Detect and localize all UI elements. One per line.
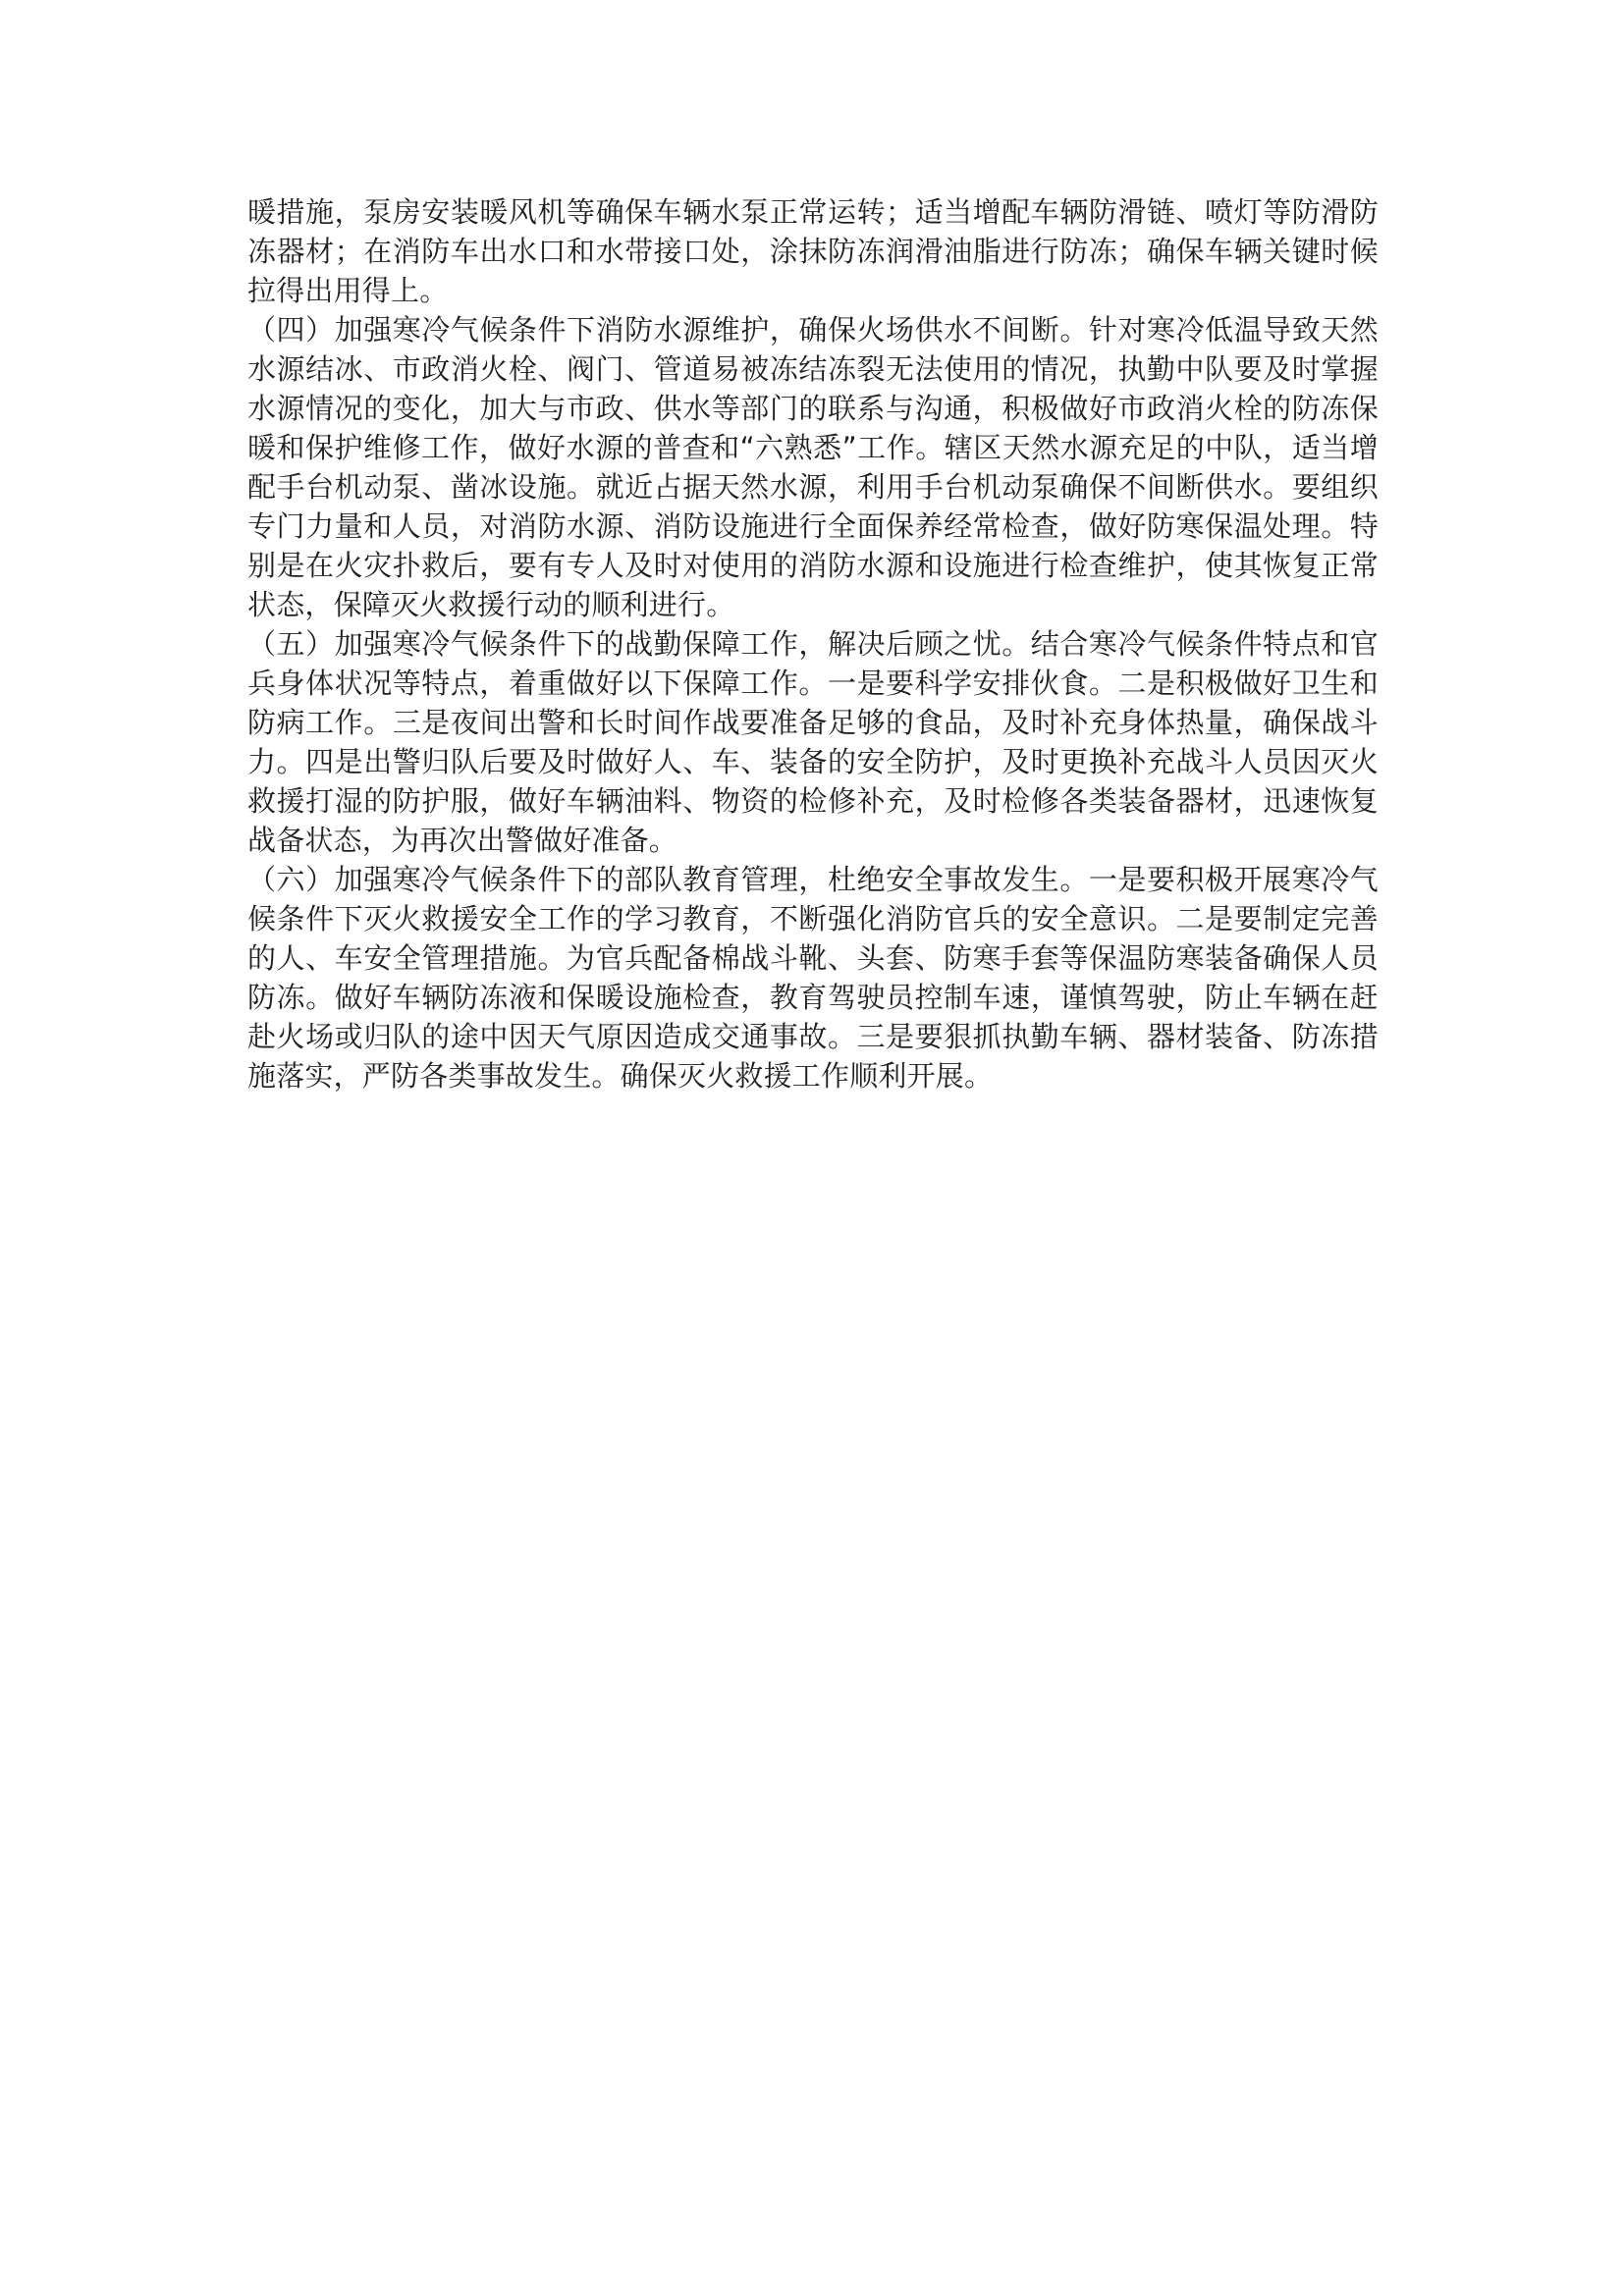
paragraph-3: （五）加强寒冷气候条件下的战勤保障工作，解决后顾之忧。结合寒冷气候条件特点和官兵身体状况等特点，着重做好以下保障工作。一是要科学安排伙食。二是积极做好卫生和防病工作。三是夜间出警和长时间作战要准备足够的食品，及时补充身体热量，确保战斗力。四是出警归队后要及时做好人、车、装备的安全防护，及时更换补充战斗人员因灭火救援打湿的防护服，做好车辆油料、物资的检修补充，及时检修各类装备器材，迅速恢复战备状态，为再次出警做好准备。 — [247, 627, 1379, 857]
paragraph-1: 暖措施，泵房安装暖风机等确保车辆水泵正常运转；适当增配车辆防滑链、喷灯等防滑防冻器材；在消防车出水口和水带接口处，涂抹防冻润滑油脂进行防冻；确保车辆关键时候拉得出用得上。 — [247, 195, 1379, 307]
document-body — [247, 192, 1379, 1095]
paragraph-4: （六）加强寒冷气候条件下的部队教育管理，杜绝安全事故发生。一是要积极开展寒冷气候条件下灭火救援安全工作的学习教育，不断强化消防官兵的安全意识。二是要制定完善的人、车安全管理措施。为官兵配备棉战斗靴、头套、防寒手套等保温防寒装备确保人员防冻。做好车辆防冻液和保暖设施检查，教育驾驶员控制车速，谨慎驾驶，防止车辆在赶赴火场或归队的途中因天气原因造成交通事故。三是要狠抓执勤车辆、器材装备、防冻措施落实，严防各类事故发生。确保灭火救援工作顺利开展。 — [247, 863, 1379, 1093]
paragraph-2: （四）加强寒冷气候条件下消防水源维护，确保火场供水不间断。针对寒冷低温导致天然水源结冰、市政消火栓、阀门、管道易被冻结冻裂无法使用的情况，执勤中队要及时掌握水源情况的变化，加大与市政、供水等部门的联系与沟通，积极做好市政消火栓的防冻保暖和保护维修工作，做好水源的普查和“六熟悉”工作。辖区天然水源充足的中队，适当增配手台机动泵、凿冰设施。就近占据天然水源，利用手台机动泵确保不间断供水。要组织专门力量和人员，对消防水源、消防设施进行全面保养经常检查，做好防寒保温处理。特别是在火灾扑救后，要有专人及时对使用的消防水源和设施进行检查维护，使其恢复正常状态，保障灭火救援行动的顺利进行。 — [247, 313, 1379, 621]
